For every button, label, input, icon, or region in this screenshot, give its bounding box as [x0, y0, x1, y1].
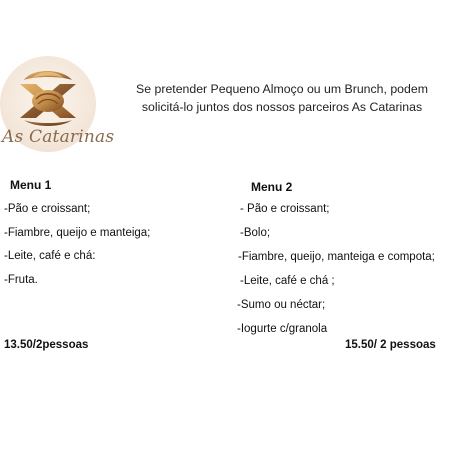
menu-1-title: Menu 1 [10, 178, 52, 192]
as-catarinas-logo [0, 56, 115, 156]
menu-2-item: -Fiambre, queijo, manteiga e compota; [238, 251, 435, 263]
menu-2-item: - Pão e croissant; [240, 203, 330, 215]
menu-1-item: -Pão e croissant; [4, 203, 91, 215]
menu-1-item: -Fruta. [4, 274, 38, 286]
menu-2-item: -Iogurte c/granola [237, 323, 328, 335]
menu-1-item: -Leite, café e chá: [4, 250, 96, 262]
intro-text [128, 80, 436, 116]
logo-text: As Catarinas [2, 127, 115, 147]
intro-line-1: Se pretender Pequeno Almoço ou um Brunch, podem [136, 82, 428, 96]
menu-2-price: 15.50/ 2 pessoas [345, 339, 436, 351]
menu-1-price: 13.50/2pessoas [4, 339, 89, 351]
menu-2-title: Menu 2 [251, 180, 293, 194]
menu-2-item: -Leite, café e chá ; [240, 275, 335, 287]
menu-2-item: -Sumo ou néctar; [237, 299, 326, 311]
menu-2-item: -Bolo; [240, 227, 271, 239]
intro-line-2: solicitá-lo juntos dos nossos parceiros As Catarinas [141, 100, 423, 114]
menu-1-item: -Fiambre, queijo e manteiga; [4, 227, 151, 239]
croissant-logo-icon [2, 66, 94, 128]
